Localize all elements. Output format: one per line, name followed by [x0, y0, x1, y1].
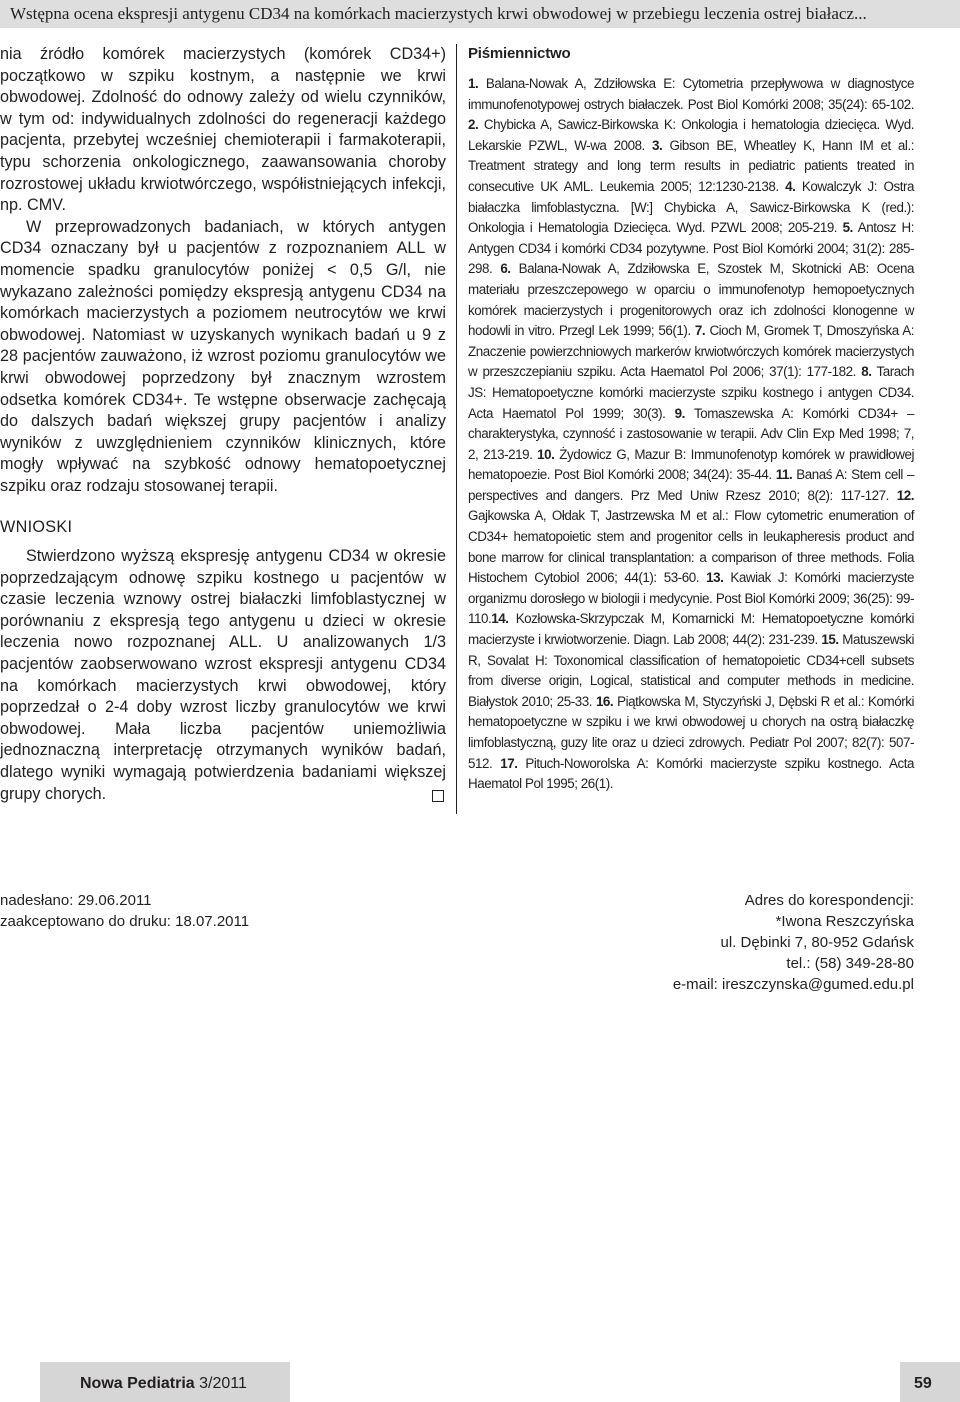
references-column — [468, 44, 914, 795]
submission-dates — [0, 890, 380, 932]
correspondence-name: *Iwona Reszczyńska — [775, 913, 914, 930]
footer-page-badge — [900, 1362, 960, 1402]
footer-journal — [80, 1374, 247, 1394]
reference-number: 1. — [468, 76, 479, 91]
reference-number: 13. — [706, 570, 724, 586]
correspondence-label: Adres do korespondencji: — [744, 892, 914, 909]
reference-text: Balana-Nowak A, Zdziłowska E, Szostek M, Skotnicki AB: Ocena materiału przeszczepowego w oparciu o immunofenotyp hemopoetycznych komórek macierzystych i progenitorowych oraz ich zdolności klonogenne w hodowli in vitro. Przegl Lek 1999; 56(1). — [468, 261, 914, 339]
reference-number: 16. — [595, 693, 614, 709]
reference-number: 2. — [468, 117, 479, 133]
references-heading: Piśmiennictwo — [468, 45, 571, 62]
reference-number: 11. — [775, 467, 793, 483]
references-list — [468, 74, 914, 795]
reference-text: Tomaszewska A: Komórki CD34+ – charakterystyka, czynność i zastosowanie w terapii. Adv Clin Exp Med 1998; 7, 2, 213-219. — [468, 405, 914, 462]
reference-number: 3. — [652, 137, 663, 153]
reference-text: Matuszewski R, Sovalat H: Toxonomical classification of hematopoietic CD34+cell subsets from diverse origin, Logical, statistical and computer methods in medicine. Białystok 2010; 25-33. — [468, 632, 914, 709]
reference-number: 17. — [500, 755, 518, 771]
reference-text: Kozłowska-Skrzypczak M, Komarnicki M: Hematopoetyczne komórki macierzyste i krwiotworzenie. Diagn. Lab 2008; 44(2): 231-239. — [468, 611, 914, 648]
received-date: nadesłano: 29.06.2011 — [0, 892, 152, 909]
journal-issue: 3/2011 — [194, 1375, 247, 1392]
running-header — [0, 0, 960, 28]
paragraph-conclusions — [0, 546, 446, 805]
reference-text: Piątkowska M, Styczyński J, Dębski R et al.: Komórki hematopoetyczne w szpiku i we krwi obwodowej u chorych na ostrą białaczkę limfoblastyczną, guzy lite oraz u dzieci zdrowych. Pediatr Pol 2007; 82(7): 507-512. — [468, 693, 915, 771]
reference-text: Kowalczyk J: Ostra białaczka limfoblastyczna. [W:] Chybicka A, Sawicz-Birkowska K (red.): Onkologia i Hematologia Dziecięca. Wyd. PZWL 2008; 205-219. — [468, 178, 914, 236]
reference-number: 8. — [861, 364, 872, 380]
column-divider — [456, 44, 457, 814]
correspondence-street: ul. Dębinki 7, 80-952 Gdańsk — [720, 934, 914, 951]
reference-text: Banaś A: Stem cell – perspectives and dangers. Prz Med Uniw Rzesz 2010; 8(2): 117-127. — [468, 467, 914, 503]
reference-text: Gajkowska A, Ołdak T, Jastrzewska M et al.: Flow cytometric enumeration of CD34+ hematopoietic stem and progenitor cells in leukapheresis product and bone marrow for clinical transplantation: a comparison of three methods. Folia Histochem Cytobiol 2006; 44(1): 53-60. — [468, 508, 914, 586]
reference-number: 5. — [842, 220, 853, 236]
correspondence-address — [494, 890, 914, 995]
reference-number: 6. — [500, 261, 511, 277]
correspondence-phone: tel.: (58) 349-28-80 — [786, 955, 914, 972]
running-title: Wstępna ocena ekspresji antygenu CD34 na komórkach macierzystych krwi obwodowej w przebiegu leczenia ostrej białacz... — [10, 4, 867, 23]
reference-number: 14. — [491, 611, 509, 627]
reference-text: Tarach JS: Hematopoetyczne komórki macierzyste szpiku kostnego i antygen CD34. Acta Haematol Pol 1999; 30(3). — [468, 364, 915, 421]
reference-text: Balana-Nowak A, Zdziłowska E: Cytometria przepływowa w diagnostyce immunofenotypowej ostrych białaczek. Post Biol Komórki 2008; 35(24): 65-102. — [468, 76, 914, 112]
reference-number: 15. — [821, 632, 839, 648]
left-column — [0, 44, 446, 805]
reference-number: 7. — [694, 323, 706, 339]
footer-journal-badge — [40, 1362, 290, 1402]
reference-text: Antosz H: Antygen CD34 i komórki CD34 pozytywne. Post Biol Komórki 2004; 31(2): 285-298. — [468, 220, 914, 277]
end-of-article-square-icon — [432, 790, 444, 802]
correspondence-email: e-mail: ireszczynska@gumed.edu.pl — [672, 976, 914, 993]
paragraph-discussion-2: W przeprowadzonych badaniach, w których antygen CD34 oznaczany był u pacjentów z rozpoznaniem ALL w momencie spadku granulocytów poniżej < 0,5 G/l, nie wykazano zależności pomiędzy ekspresją antygenu CD34 na komórkach macierzystych a poziomem neutrocytów we krwi obwodowej. Natomiast w uzyskanych wynikach badań u 9 z 28 pacjentów zauważono, iż wzrost poziomu granulocytów we krwi obwodowej poprzedzony był znacznym wzrostem odsetka komórek CD34+. Te wstępne obserwacje zachęcają do dalszych badań większej grupy pacjentów i analizy wyników z uwzględnieniem czynników klinicznych, które mogły wpływać na szybkość odnowy hematopoetycznej szpiku oraz rodzaju stosowanej terapii. — [0, 217, 446, 495]
journal-name: Nowa Pediatria — [80, 1375, 195, 1392]
reference-text: Kawiak J: Komórki macierzyste organizmu dorosłego w biologii i medycynie. Post Biol Komórki 2009; 36(25): 99-110. — [468, 570, 914, 627]
reference-text: Gibson BE, Wheatley K, Hann IM et al.: Treatment strategy and long term results in pediatric patients treated in consecutive UK AML. Leukemia 2005; 12:1230-2138. — [468, 137, 914, 194]
paragraph-discussion-1: nia źródło komórek macierzystych (komórek CD34+) początkowo w szpiku kostnym, a następnie we krwi obwodowej. Zdolność do odnowy zależy od wielu czynników, w tym od: indywidualnych zdolności do regeneracji każdego pacjenta, przebytej wcześniej chemioterapii i farmakoterapii, typu schorzenia onkologicznego, zaawansowania choroby rozrostowej układu krwiotwórczego, współistniejących infekcji, np. CMV. — [0, 45, 446, 215]
reference-number: 10. — [537, 446, 555, 462]
accepted-date: zaakceptowano do druku: 18.07.2011 — [0, 913, 250, 930]
reference-text: Chybicka A, Sawicz-Birkowska K: Onkologia i hematologia dziecięca. Wyd. Lekarskie PZWL, W-wa 2008. — [468, 117, 914, 153]
reference-text: Cioch M, Gromek T, Dmoszyńska A: Znaczenie powierzchniowych markerów krwiotwórczych komórek macierzystych w przeszczepianiu szpiku. Acta Haematol Pol 2006; 37(1): 177-182. — [468, 323, 915, 380]
conclusions-heading: WNIOSKI — [0, 518, 73, 537]
reference-text: Pituch-Noworolska A: Komórki macierzyste szpiku kostnego. Acta Haematol Pol 1995; 26(1). — [468, 755, 914, 792]
reference-number: 4. — [785, 178, 796, 194]
reference-number: 9. — [674, 405, 685, 421]
conclusions-text: Stwierdzono wyższą ekspresję antygenu CD34 w okresie poprzedzającym odnowę szpiku kostnego u pacjentów w czasie leczenia wznowy ostrej białaczki limfoblastycznej w porównaniu z ekspresją tego antygenu u dzieci w okresie leczenia nowo rozpoznanej ALL. U analizowanych 1/3 pacjentów zaobserwowano wzrost ekspresji antygenu CD34 na komórkach macierzystych krwi obwodowej, który poprzedzał o 2-4 doby wzrost liczby granulocytów we krwi obwodowej. Mała liczba pacjentów uniemożliwia jednoznaczną interpretację otrzymanych wyników badań, dlatego wyniki wymagają potwierdzenia badaniami większej grupy chorych. — [0, 547, 446, 803]
reference-number: 12. — [896, 487, 914, 503]
reference-text: Żydowicz G, Mazur B: Immunofenotyp komórek w prawidłowej hematopoezie. Post Biol Komórki 2008; 34(24): 35-44. — [468, 446, 914, 483]
page-number: 59 — [914, 1375, 932, 1392]
